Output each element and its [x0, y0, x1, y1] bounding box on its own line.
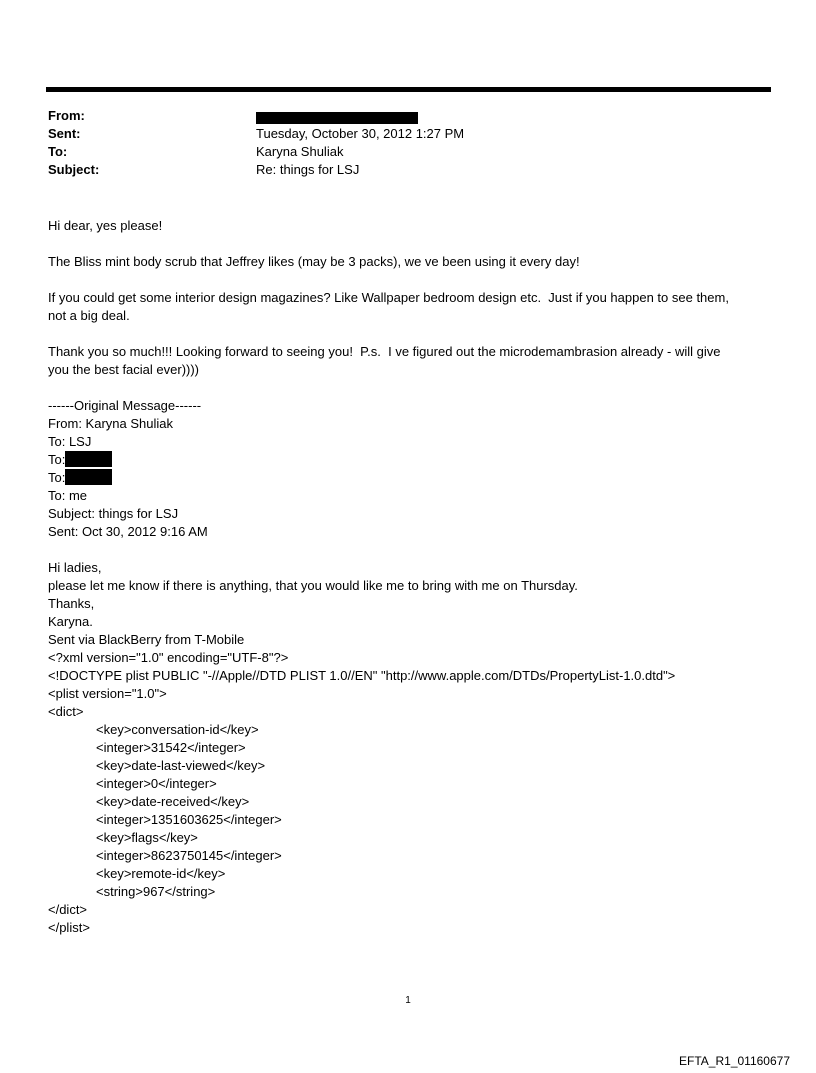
original-to-redacted — [48, 451, 768, 469]
original-subject: Subject: things for LSJ — [48, 506, 179, 521]
dict-open: <dict> — [48, 704, 84, 719]
email-body — [48, 217, 768, 937]
plist-entry: <key>remote-id</key> — [96, 866, 226, 881]
xml-declaration: <?xml version="1.0" encoding="UTF-8"?> — [48, 650, 289, 665]
plist-entry: <key>flags</key> — [96, 830, 198, 845]
document-id: EFTA_R1_01160677 — [679, 1054, 790, 1068]
redaction-bar — [256, 112, 418, 124]
top-rule — [46, 87, 771, 92]
text-line: Karyna. — [48, 614, 93, 629]
plist-entry: <string>967</string> — [96, 884, 216, 899]
plist-entry: <key>date-received</key> — [96, 794, 250, 809]
subject-label: Subject: — [48, 162, 100, 177]
text-line: Thank you so much!!! Looking forward to seeing you! P.s. I ve figured out the microdemambrasion already - will give — [48, 344, 721, 359]
sent-row — [48, 125, 768, 143]
subject-value: Re: things for LSJ — [256, 162, 360, 177]
text-line: Hi dear, yes please! — [48, 218, 163, 233]
text-line: Thanks, — [48, 596, 95, 611]
reply-paragraph-3 — [48, 343, 768, 379]
original-to: To: me — [48, 488, 88, 503]
from-value — [256, 107, 418, 125]
original-from: From: Karyna Shuliak — [48, 416, 173, 431]
dict-close: </dict> — [48, 902, 88, 917]
text-line: not a big deal. — [48, 308, 130, 323]
original-to-redacted — [48, 469, 768, 487]
sent-label: Sent: — [48, 126, 81, 141]
plist-open: <plist version="1.0"> — [48, 686, 167, 701]
text-line: Hi ladies, — [48, 560, 102, 575]
reply-greeting — [48, 217, 768, 235]
plist-entry: <key>date-last-viewed</key> — [96, 758, 266, 773]
plist-close: </plist> — [48, 920, 90, 935]
reply-paragraph-1 — [48, 253, 768, 271]
sent-value: Tuesday, October 30, 2012 1:27 PM — [256, 126, 465, 141]
to-label: To: — [48, 452, 66, 467]
text-line: The Bliss mint body scrub that Jeffrey likes (may be 3 packs), we ve been using it every day! — [48, 254, 580, 269]
plist-entry: <integer>8623750145</integer> — [96, 848, 282, 863]
redaction-bar — [65, 451, 112, 467]
to-label: To: — [48, 470, 66, 485]
plist-entry: <key>conversation-id</key> — [96, 722, 259, 737]
redaction-bar — [65, 469, 112, 485]
email-headers — [48, 107, 768, 179]
original-sent: Sent: Oct 30, 2012 9:16 AM — [48, 524, 208, 539]
reply-paragraph-2 — [48, 289, 768, 325]
original-message-headers — [48, 397, 768, 541]
doctype-line: <!DOCTYPE plist PUBLIC "-//Apple//DTD PLIST 1.0//EN" "http://www.apple.com/DTDs/PropertyList-1.0.dtd"> — [48, 668, 676, 683]
from-row — [48, 107, 768, 125]
plist-entry: <integer>0</integer> — [96, 776, 217, 791]
plist-entry: <integer>1351603625</integer> — [96, 812, 282, 827]
text-line: you the best facial ever)))) — [48, 362, 200, 377]
signature-line: Sent via BlackBerry from T-Mobile — [48, 632, 245, 647]
original-message-body — [48, 559, 768, 937]
to-value: Karyna Shuliak — [256, 144, 344, 159]
original-divider: ------Original Message------ — [48, 398, 202, 413]
from-label: From: — [48, 108, 85, 123]
to-row — [48, 143, 768, 161]
plist-entry: <integer>31542</integer> — [96, 740, 246, 755]
original-to: To: LSJ — [48, 434, 92, 449]
subject-row — [48, 161, 768, 179]
text-line: please let me know if there is anything, that you would like me to bring with me on Thursday. — [48, 578, 578, 593]
to-label: To: — [48, 144, 68, 159]
page-number: 1 — [405, 995, 411, 1006]
text-line: If you could get some interior design magazines? Like Wallpaper bedroom design etc. Just if you happen to see them, — [48, 290, 729, 305]
